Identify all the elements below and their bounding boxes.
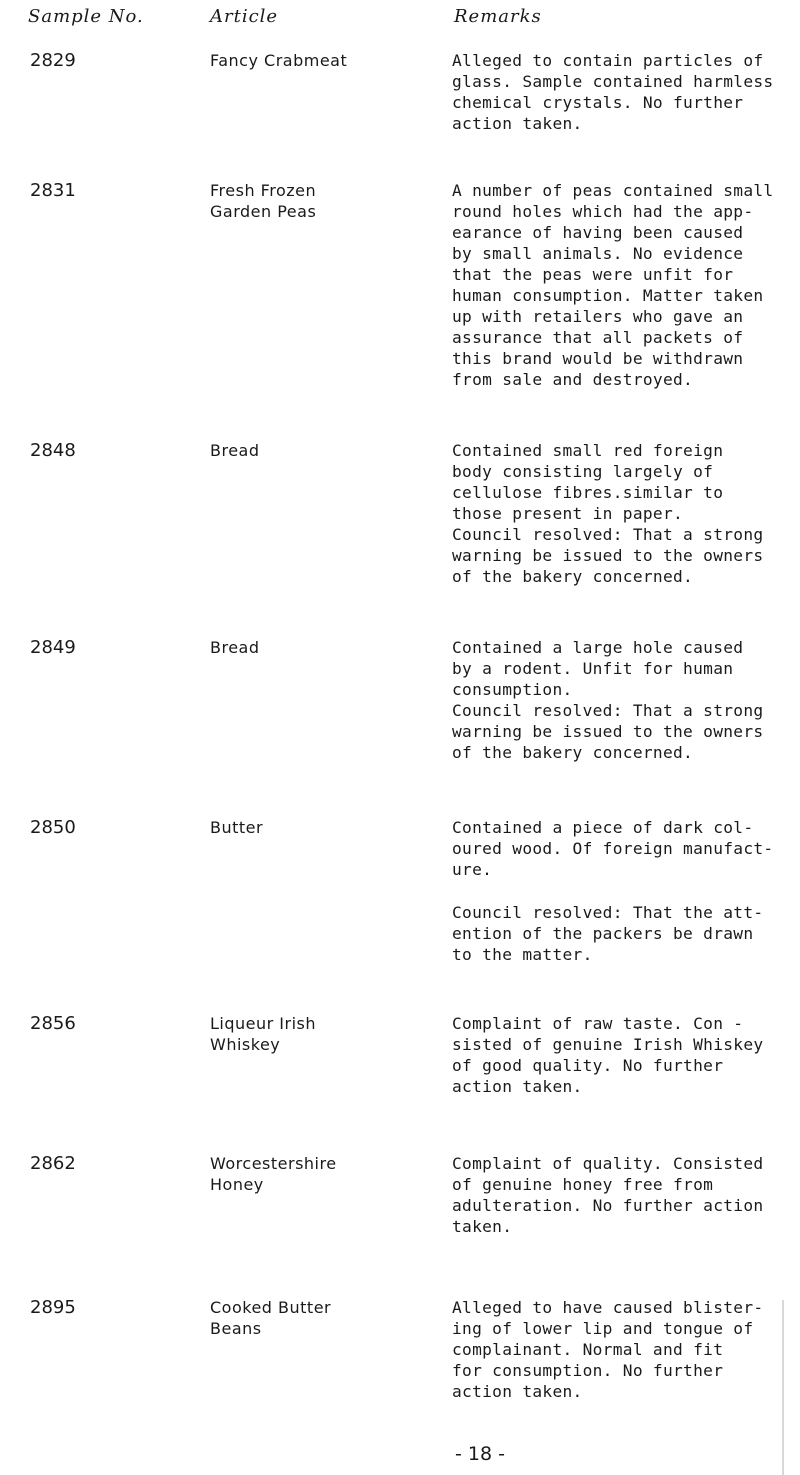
- article-name: [210, 1297, 430, 1339]
- remarks-line: earance of having been caused: [452, 223, 744, 242]
- remarks-line: Contained small red foreign: [452, 441, 724, 460]
- article-line: Bread: [210, 441, 260, 460]
- article-name: [210, 1153, 430, 1195]
- scan-edge-line: [782, 1300, 784, 1475]
- remarks-line: taken.: [452, 1217, 513, 1236]
- article-line: Liqueur Irish: [210, 1014, 317, 1033]
- article-line: Bread: [210, 638, 260, 657]
- remarks-line: consumption.: [452, 680, 573, 699]
- remarks-line: sisted of genuine Irish Whiskey: [452, 1035, 764, 1054]
- remarks-heading: Remarks: [454, 6, 542, 27]
- remarks-line: by a rodent. Unfit for human: [452, 659, 734, 678]
- remarks-line: Council resolved: That a strong: [452, 525, 764, 544]
- remarks-line: cellulose fibres.similar to: [452, 483, 724, 502]
- remarks-line: to the matter.: [452, 945, 593, 964]
- remarks-line: that the peas were unfit for: [452, 265, 734, 284]
- remarks-line: Council resolved: That a strong: [452, 701, 764, 720]
- remarks-line: of genuine honey free from: [452, 1175, 714, 1194]
- remarks-line: this brand would be withdrawn: [452, 349, 744, 368]
- article-line: Worcestershire: [210, 1154, 337, 1173]
- remarks-line: of the bakery concerned.: [452, 567, 694, 586]
- remarks-line: action taken.: [452, 114, 583, 133]
- remarks-line: Council resolved: That the att-: [452, 903, 764, 922]
- remarks-line: those present in paper.: [452, 504, 684, 523]
- paragraph-gap: [452, 880, 777, 902]
- remarks-line: action taken.: [452, 1077, 583, 1096]
- article-line: Cooked Butter: [210, 1298, 332, 1317]
- remarks-line: Contained a piece of dark col-: [452, 818, 754, 837]
- remarks-line: assurance that all packets of: [452, 328, 744, 347]
- sample-number: 2895: [30, 1297, 76, 1318]
- article-line: Fancy Crabmeat: [210, 51, 348, 70]
- remarks-line: of the bakery concerned.: [452, 743, 694, 762]
- remarks-text: [452, 1297, 777, 1402]
- remarks-text: [452, 637, 777, 763]
- remarks-line: round holes which had the app-: [452, 202, 754, 221]
- remarks-line: Complaint of raw taste. Con -: [452, 1014, 744, 1033]
- article-name: [210, 180, 430, 222]
- article-name: [210, 50, 430, 71]
- sample-number: 2850: [30, 817, 76, 838]
- remarks-text: [452, 817, 777, 965]
- remarks-line: action taken.: [452, 1382, 583, 1401]
- remarks-text: [452, 50, 777, 134]
- remarks-line: Complaint of quality. Consisted: [452, 1154, 764, 1173]
- remarks-text: [452, 1153, 777, 1237]
- remarks-line: adulteration. No further action: [452, 1196, 764, 1215]
- remarks-line: Contained a large hole caused: [452, 638, 744, 657]
- remarks-text: [452, 1013, 777, 1097]
- article-line: Beans: [210, 1319, 262, 1338]
- remarks-line: warning be issued to the owners: [452, 722, 764, 741]
- article-line: Honey: [210, 1175, 264, 1194]
- article-name: [210, 1013, 430, 1055]
- remarks-line: ing of lower lip and tongue of: [452, 1319, 754, 1338]
- sample-number: 2862: [30, 1153, 76, 1174]
- remarks-line: up with retailers who gave an: [452, 307, 744, 326]
- article-name: [210, 637, 430, 658]
- sample-number: 2829: [30, 50, 76, 71]
- page-number: - 18 -: [455, 1443, 505, 1465]
- remarks-line: of good quality. No further: [452, 1056, 724, 1075]
- remarks-line: complainant. Normal and fit: [452, 1340, 724, 1359]
- article-line: Whiskey: [210, 1035, 281, 1054]
- remarks-line: ention of the packers be drawn: [452, 924, 754, 943]
- remarks-line: glass. Sample contained harmless: [452, 72, 774, 91]
- article-name: [210, 440, 430, 461]
- article-heading: Article: [210, 6, 279, 27]
- remarks-text: [452, 440, 777, 587]
- article-line: Garden Peas: [210, 202, 317, 221]
- sample-no-heading: Sample No.: [28, 6, 144, 27]
- remarks-line: human consumption. Matter taken: [452, 286, 764, 305]
- article-line: Fresh Frozen: [210, 181, 317, 200]
- sample-number: 2849: [30, 637, 76, 658]
- article-name: [210, 817, 430, 838]
- remarks-line: A number of peas contained small: [452, 181, 774, 200]
- remarks-line: for consumption. No further: [452, 1361, 724, 1380]
- remarks-line: from sale and destroyed.: [452, 370, 694, 389]
- column-header-row: [0, 0, 800, 40]
- remarks-line: body consisting largely of: [452, 462, 714, 481]
- sample-number: 2831: [30, 180, 76, 201]
- remarks-text: [452, 180, 777, 390]
- remarks-line: Alleged to have caused blister-: [452, 1298, 764, 1317]
- remarks-line: chemical crystals. No further: [452, 93, 744, 112]
- remarks-line: ure.: [452, 860, 493, 879]
- remarks-line: warning be issued to the owners: [452, 546, 764, 565]
- sample-number: 2856: [30, 1013, 76, 1034]
- remarks-line: oured wood. Of foreign manufact-: [452, 839, 774, 858]
- remarks-line: by small animals. No evidence: [452, 244, 744, 263]
- article-line: Butter: [210, 818, 264, 837]
- remarks-line: Alleged to contain particles of: [452, 51, 764, 70]
- sample-number: 2848: [30, 440, 76, 461]
